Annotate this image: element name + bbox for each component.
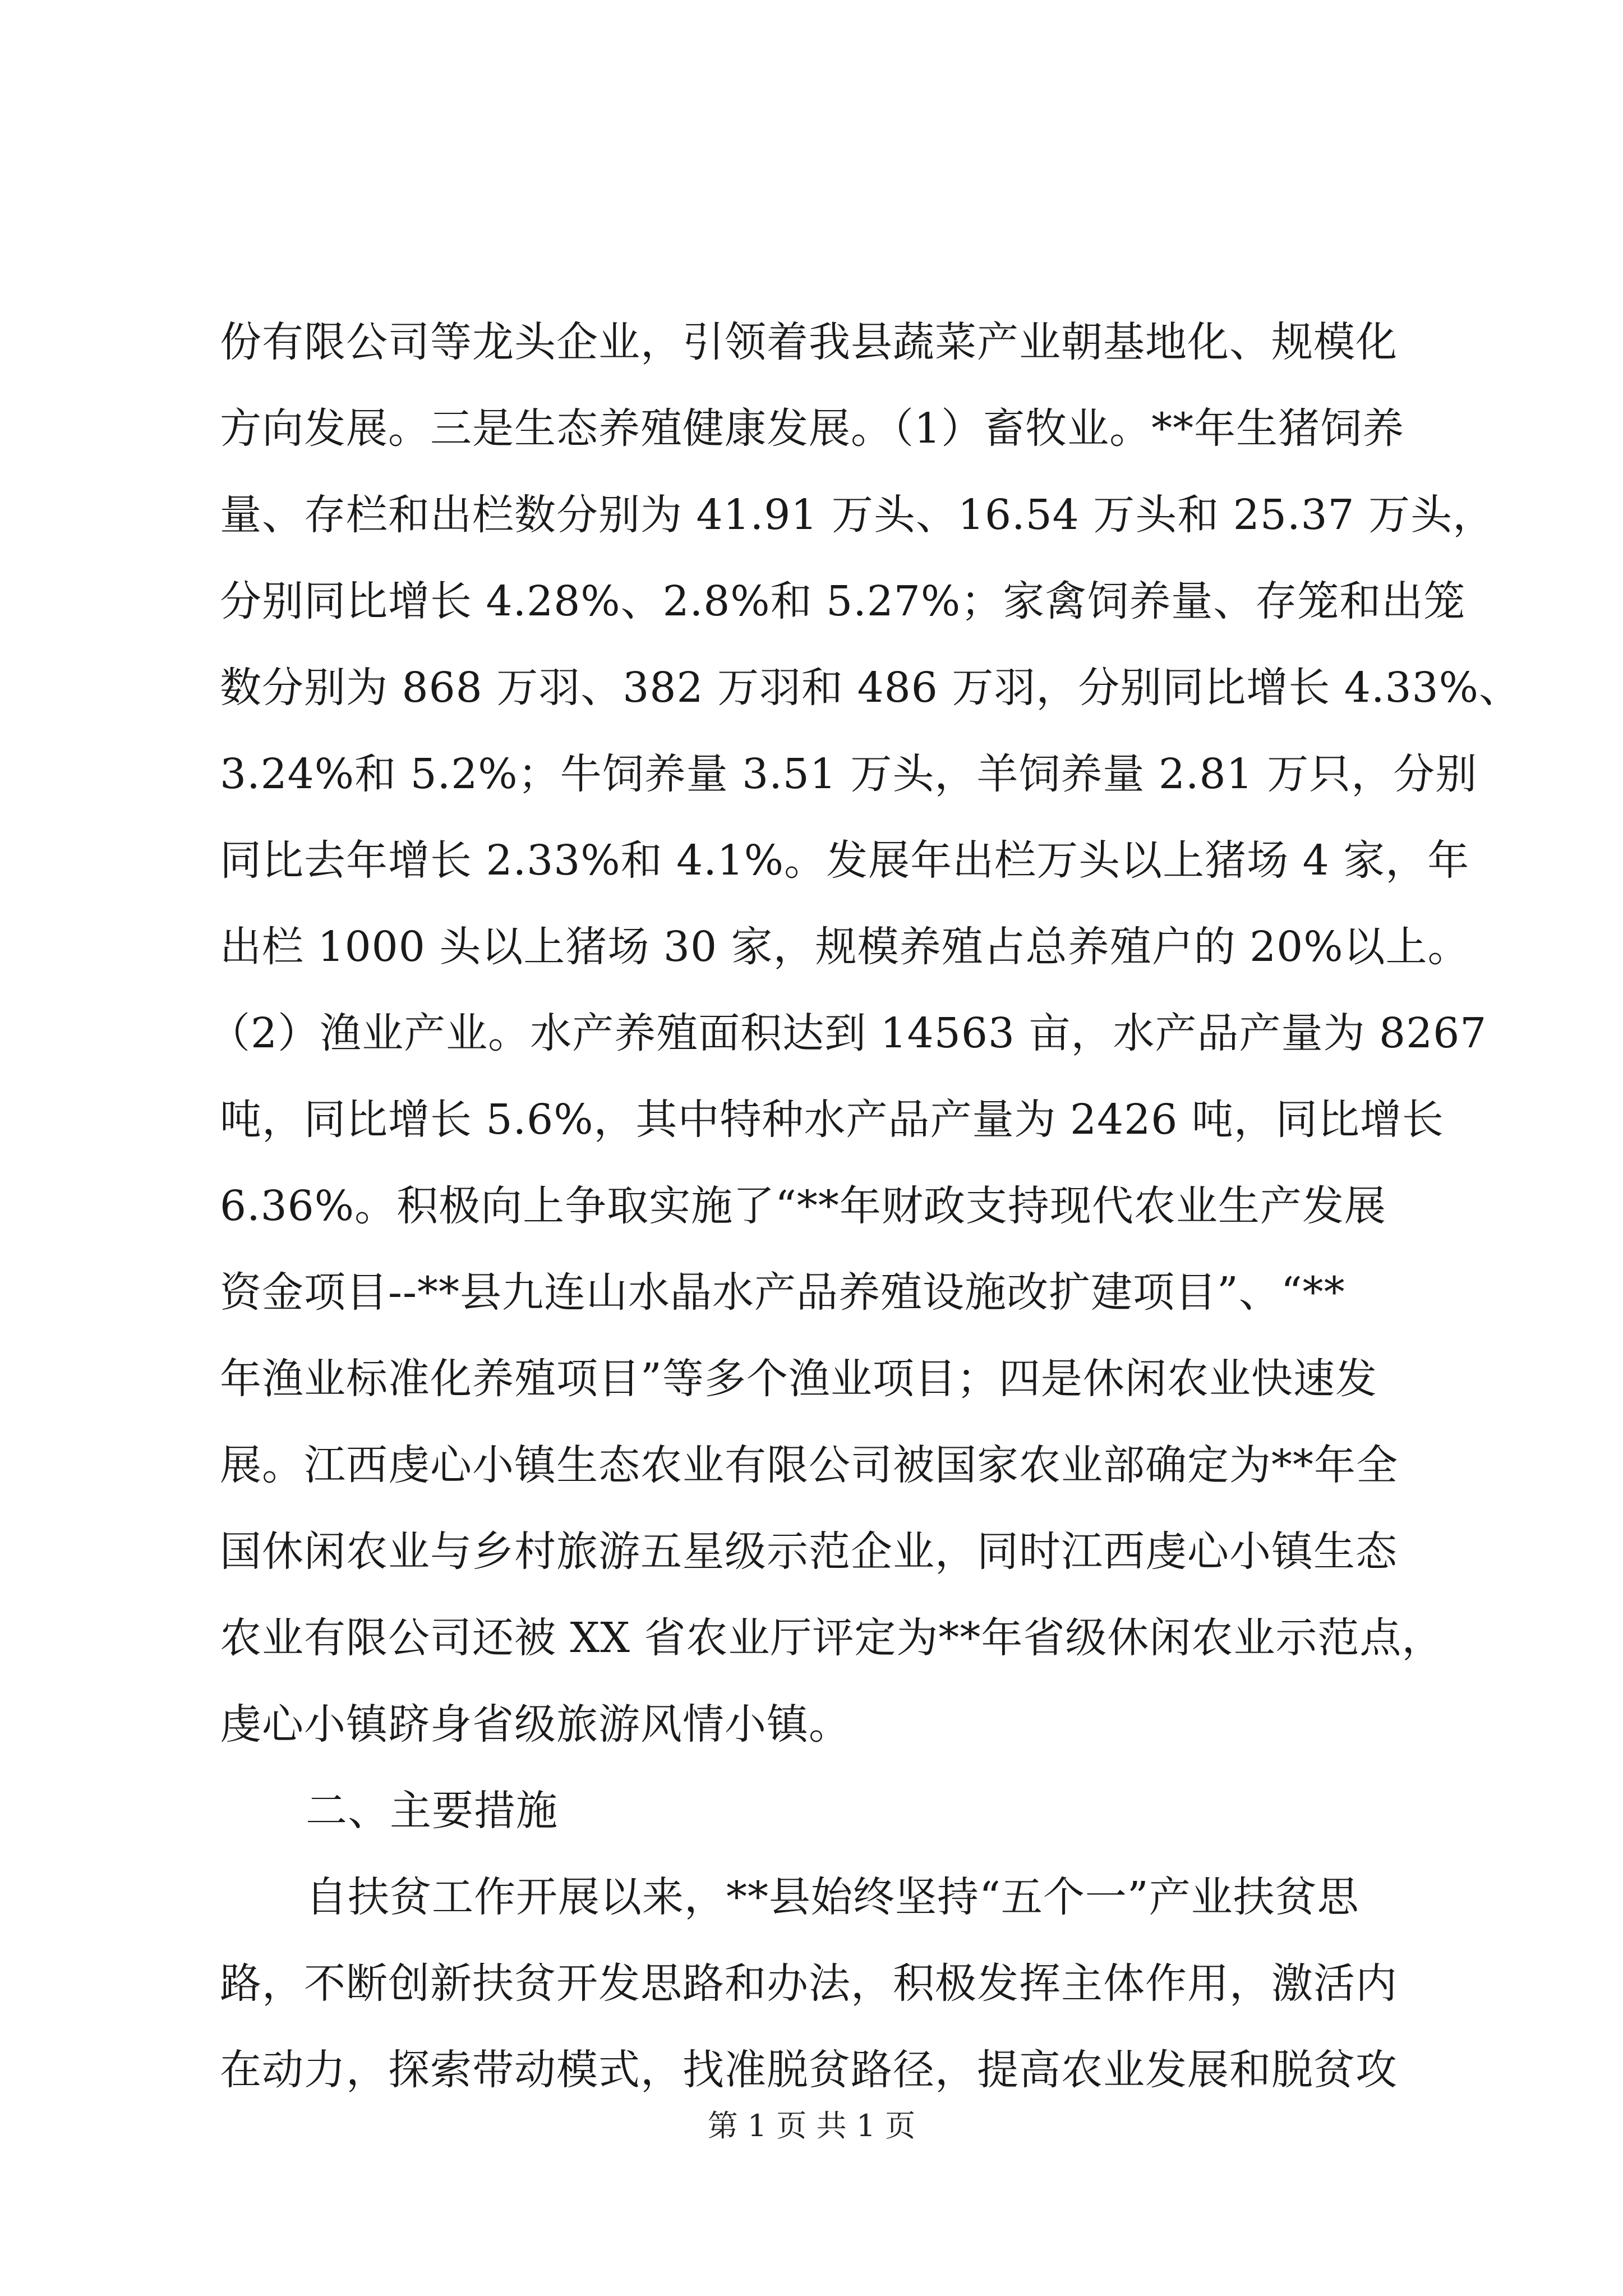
text-line-14: 展。江西虔心小镇生态农业有限公司被国家农业部确定为**年全 (220, 1441, 1398, 1489)
text-line-19: 自扶贫工作开展以来，**县始终坚持“五个一”产业扶贫思 (306, 1873, 1359, 1921)
text-line-15: 国休闲农业与乡村旅游五星级示范企业，同时江西虔心小镇生态 (220, 1527, 1398, 1576)
text-line-1: 份有限公司等龙头企业，引领着我县蔬菜产业朝基地化、规模化 (220, 318, 1398, 366)
text-line-16: 农业有限公司还被 XX 省农业厅评定为**年省级休闲农业示范点， (220, 1614, 1444, 1662)
text-line-10: 吨，同比增长 5.6%，其中特种水产品产量为 2426 吨，同比增长 (220, 1096, 1444, 1144)
text-line-13: 年渔业标准化养殖项目”等多个渔业项目；四是休闲农业快速发 (220, 1355, 1377, 1403)
text-line-11: 6.36%。积极向上争取实施了“**年财政支持现代农业生产发展 (220, 1182, 1386, 1230)
text-line-4: 分别同比增长 4.28%、2.8%和 5.27%；家禽饲养量、存笼和出笼 (220, 577, 1466, 625)
text-line-7: 同比去年增长 2.33%和 4.1%。发展年出栏万头以上猪场 4 家，年 (220, 836, 1470, 885)
text-line-3: 量、存栏和出栏数分别为 41.91 万头、16.54 万头和 25.37 万头， (220, 491, 1495, 539)
text-line-20: 路，不断创新扶贫开发思路和办法，积极发挥主体作用，激活内 (220, 1959, 1398, 2008)
text-line-8: 出栏 1000 头以上猪场 30 家，规模养殖占总养殖户的 20%以上。 (220, 923, 1470, 971)
section-heading: 二、主要措施 (306, 1787, 558, 1835)
text-line-21: 在动力，探索带动模式，找准脱贫路径，提高农业发展和脱贫攻 (220, 2046, 1398, 2094)
text-line-12: 资金项目--**县九连山水晶水产品养殖设施改扩建项目”、“** (220, 1268, 1345, 1317)
text-line-17: 虔心小镇跻身省级旅游风情小镇。 (220, 1700, 851, 1749)
page-footer: 第 1 页 共 1 页 (707, 2108, 916, 2143)
text-line-9: （2）渔业产业。水产养殖面积达到 14563 亩，水产品产量为 8267 (209, 1009, 1487, 1057)
text-line-6: 3.24%和 5.2%；牛饲养量 3.51 万头，羊饲养量 2.81 万只，分别 (220, 750, 1478, 798)
text-line-2: 方向发展。三是生态养殖健康发展。（1）畜牧业。**年生猪饲养 (220, 404, 1405, 453)
text-line-5: 数分别为 868 万羽、382 万羽和 486 万羽，分别同比增长 4.33%、 (220, 664, 1521, 712)
